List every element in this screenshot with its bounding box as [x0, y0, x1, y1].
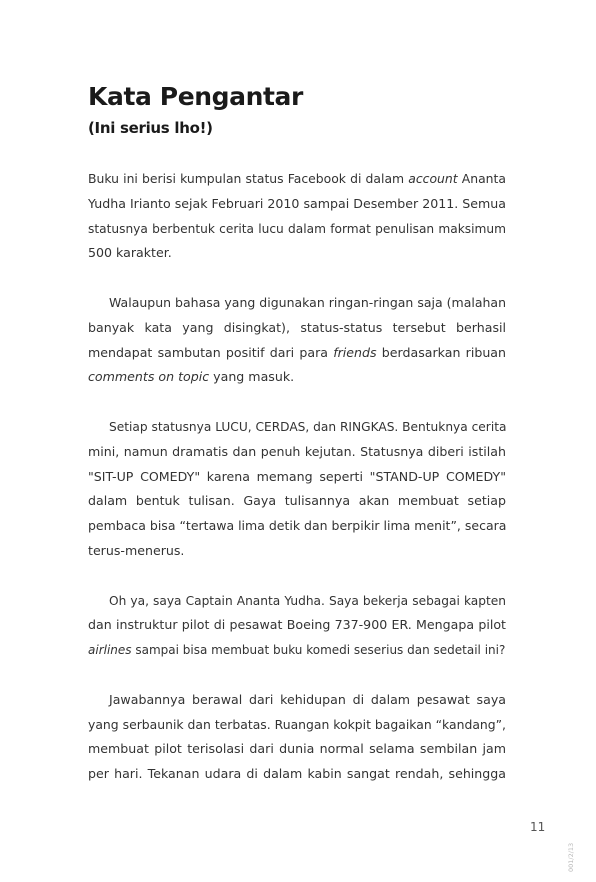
text-line: 500 karakter. — [88, 245, 172, 261]
text-line: Jawabannya berawal dari kehidupan di dalam pesawat saya — [109, 691, 506, 707]
body-text — [88, 167, 506, 812]
page-number: 11 — [530, 820, 546, 834]
text-span: yang masuk. — [209, 369, 295, 385]
italic-term: account — [408, 171, 458, 186]
text-line — [88, 341, 506, 366]
text-line: terus-menerus. — [88, 542, 185, 558]
text-span: berdasarkan ribuan — [376, 344, 506, 360]
text-line: mini, namun dramatis dan penuh kejutan. Statusnya diberi istilah — [88, 443, 506, 459]
text-line — [88, 365, 506, 390]
text-line: membuat pilot terisolasi dari dunia normal selama sembilan jam — [88, 741, 506, 757]
text-line: Oh ya, saya Captain Ananta Yudha. Saya bekerja sebagai kapten — [109, 593, 506, 608]
paragraph-4 — [88, 589, 506, 663]
text-span: Ananta — [457, 171, 506, 186]
page-subtitle: (Ini serius lho!) — [88, 119, 213, 137]
italic-term: airlines — [88, 643, 132, 658]
text-span: mendapat sambutan positif dari para — [88, 344, 334, 360]
text-line: per hari. Tekanan udara di dalam kabin sangat rendah, sehingga — [88, 766, 506, 782]
text-line: dan instruktur pilot di pesawat Boeing 737-900 ER. Mengapa pilot — [88, 617, 506, 633]
italic-term: comments on topic — [88, 369, 210, 385]
text-line: Yudha Irianto sejak Februari 2010 sampai Desember 2011. Semua — [88, 195, 506, 211]
text-line: yang serbaunik dan terbatas. Ruangan kokpit bagaikan “kandang”, — [88, 716, 506, 732]
paragraph-2 — [88, 291, 506, 390]
text-line: "SIT-UP COMEDY" karena memang seperti "STAND-UP COMEDY" — [88, 468, 506, 484]
text-line — [88, 167, 506, 192]
text-line: dalam bentuk tulisan. Gaya tulisannya akan membuat setiap — [88, 493, 506, 509]
text-line: Walaupun bahasa yang digunakan ringan-ringan saja (malahan — [109, 294, 506, 310]
italic-term: friends — [333, 344, 377, 360]
page-title: Kata Pengantar — [88, 82, 303, 111]
paragraph-3 — [88, 415, 506, 564]
text-line: statusnya berbentuk cerita lucu dalam format penulisan maksimum — [88, 221, 506, 236]
text-span: sampai bisa membuat buku komedi seserius dan sedetail ini? — [131, 643, 506, 658]
paragraph-5 — [88, 688, 506, 787]
text-line — [88, 638, 506, 663]
text-line: pembaca bisa “tertawa lima detik dan berpikir lima menit”, secara — [88, 518, 507, 534]
text-line: banyak kata yang disingkat), status-status tersebut berhasil — [88, 319, 506, 335]
paragraph-1 — [88, 167, 506, 266]
text-line: Setiap statusnya LUCU, CERDAS, dan RINGKAS. Bentuknya cerita — [109, 419, 507, 434]
side-watermark: 001/2/13 — [567, 842, 575, 872]
text-span: Buku ini berisi kumpulan status Facebook di dalam — [88, 171, 409, 186]
